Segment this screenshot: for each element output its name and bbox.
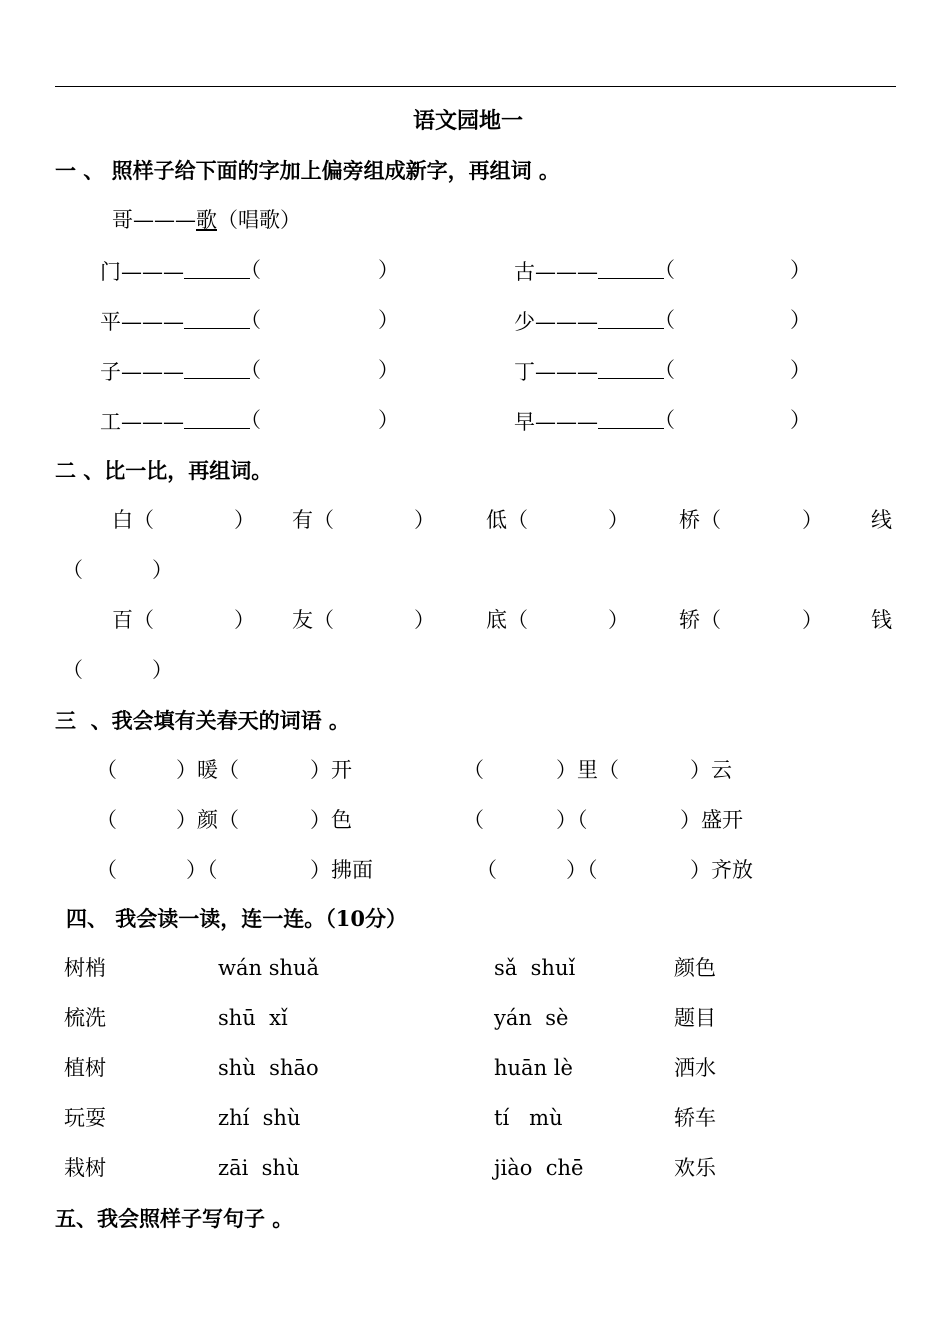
base-char: 工———: [100, 410, 184, 434]
compare-char: 轿（: [679, 608, 721, 632]
paren-close: ）: [790, 308, 811, 332]
paren-open: （: [654, 258, 675, 282]
word-item: 梳洗: [64, 1006, 106, 1030]
paren-close: ）: [790, 358, 811, 382]
fill-paren: （: [96, 758, 117, 782]
section-3-heading: 三 、我会填有关春天的词语 。: [55, 708, 350, 733]
compare-char: 白（: [112, 508, 154, 532]
fill-text: ）开: [310, 758, 352, 782]
paren-open: （: [654, 408, 675, 432]
row-right: [514, 410, 664, 433]
paren-close: ）: [802, 508, 823, 532]
compare-char: 线: [871, 508, 892, 532]
pinyin-item: shū xǐ: [218, 1006, 288, 1030]
compare-char: 桥（: [679, 508, 721, 532]
fill-text: ）暖（: [176, 758, 239, 782]
fill-paren: （: [463, 808, 484, 832]
paren-open: （: [240, 358, 261, 382]
row-left: [100, 360, 250, 383]
paren-close: ）: [790, 408, 811, 432]
paren-open: （: [654, 358, 675, 382]
compare-char: 钱: [871, 608, 892, 632]
word-item: 栽树: [64, 1156, 106, 1180]
word-item: 题目: [674, 1006, 716, 1030]
paren-close: ）: [414, 508, 435, 532]
word-item: 玩耍: [64, 1106, 106, 1130]
section-1-heading: 一 、 照样子给下面的字加上偏旁组成新字，再组词 。: [55, 158, 560, 183]
paren-close: ）: [378, 258, 399, 282]
base-char: 早———: [514, 410, 598, 434]
row-right: [514, 310, 664, 333]
section-5-heading: 五、我会照样子写句子 。: [55, 1206, 294, 1231]
paren-open: （: [240, 258, 261, 282]
pinyin-item: huān lè: [494, 1056, 573, 1080]
word-item: 洒水: [674, 1056, 716, 1080]
fill-text: ）拂面: [310, 858, 373, 882]
paren-close: ）: [414, 608, 435, 632]
base-char: 古———: [514, 260, 598, 284]
compare-char: 友（: [292, 608, 334, 632]
row-left: [100, 410, 250, 433]
example-row: [112, 210, 301, 231]
base-char: 平———: [100, 310, 184, 334]
fill-text: ）云: [690, 758, 732, 782]
base-char: 门———: [100, 260, 184, 284]
pinyin-item: sǎ shuǐ: [494, 956, 576, 980]
page-title: 语文园地一: [413, 108, 524, 134]
word-item: 欢乐: [674, 1156, 716, 1180]
fill-text: ）（: [566, 858, 598, 882]
paren-open: （: [62, 658, 83, 682]
paren-close: ）: [608, 608, 629, 632]
paren-close: ）: [790, 258, 811, 282]
paren-close: ）: [608, 508, 629, 532]
fill-paren: （: [463, 758, 484, 782]
word-item: 轿车: [674, 1106, 716, 1130]
section-2-heading: 二 、比一比，再组词。: [55, 458, 273, 483]
paren-open: （: [240, 308, 261, 332]
fill-paren: （: [476, 858, 497, 882]
word-item: 颜色: [674, 956, 716, 980]
pinyin-item: zhí shù: [218, 1106, 301, 1130]
row-left: [100, 310, 250, 333]
paren-close: ）: [234, 508, 255, 532]
paren-open: （: [654, 308, 675, 332]
fill-text: ）（: [186, 858, 218, 882]
paren-close: ）: [234, 608, 255, 632]
paren-close: ）: [378, 408, 399, 432]
pinyin-item: jiào chē: [494, 1156, 584, 1180]
paren-close: ）: [152, 558, 173, 582]
row-left: [100, 260, 250, 283]
paren-close: ）: [378, 358, 399, 382]
example-char: 哥———: [112, 208, 196, 232]
fill-text: ）盛开: [680, 808, 743, 832]
pinyin-item: tí mù: [494, 1106, 563, 1130]
word-item: 植树: [64, 1056, 106, 1080]
fill-text: ）颜（: [176, 808, 239, 832]
section-4-heading: 四、 我会读一读，连一连。（10分）: [66, 906, 408, 931]
fill-text: ）（: [556, 808, 588, 832]
pinyin-item: wán shuǎ: [218, 956, 320, 980]
base-char: 少———: [514, 310, 598, 334]
row-right: [514, 360, 664, 383]
compare-char: 有（: [292, 508, 334, 532]
example-word: （唱歌）: [217, 208, 301, 232]
paren-close: ）: [152, 658, 173, 682]
paren-open: （: [62, 558, 83, 582]
compare-char: 底（: [486, 608, 528, 632]
pinyin-item: shù shāo: [218, 1056, 319, 1080]
fill-text: ）色: [310, 808, 352, 832]
pinyin-item: yán sè: [494, 1006, 569, 1030]
top-rule: [55, 86, 896, 87]
base-char: 子———: [100, 360, 184, 384]
paren-close: ）: [378, 308, 399, 332]
fill-text: ）齐放: [690, 858, 753, 882]
word-item: 树梢: [64, 956, 106, 980]
row-right: [514, 260, 664, 283]
fill-text: ）里（: [556, 758, 619, 782]
base-char: 丁———: [514, 360, 598, 384]
compare-char: 百（: [112, 608, 154, 632]
fill-paren: （: [96, 858, 117, 882]
example-answer: 歌: [196, 208, 217, 232]
fill-paren: （: [96, 808, 117, 832]
pinyin-item: zāi shù: [218, 1156, 300, 1180]
paren-open: （: [240, 408, 261, 432]
paren-close: ）: [802, 608, 823, 632]
compare-char: 低（: [486, 508, 528, 532]
